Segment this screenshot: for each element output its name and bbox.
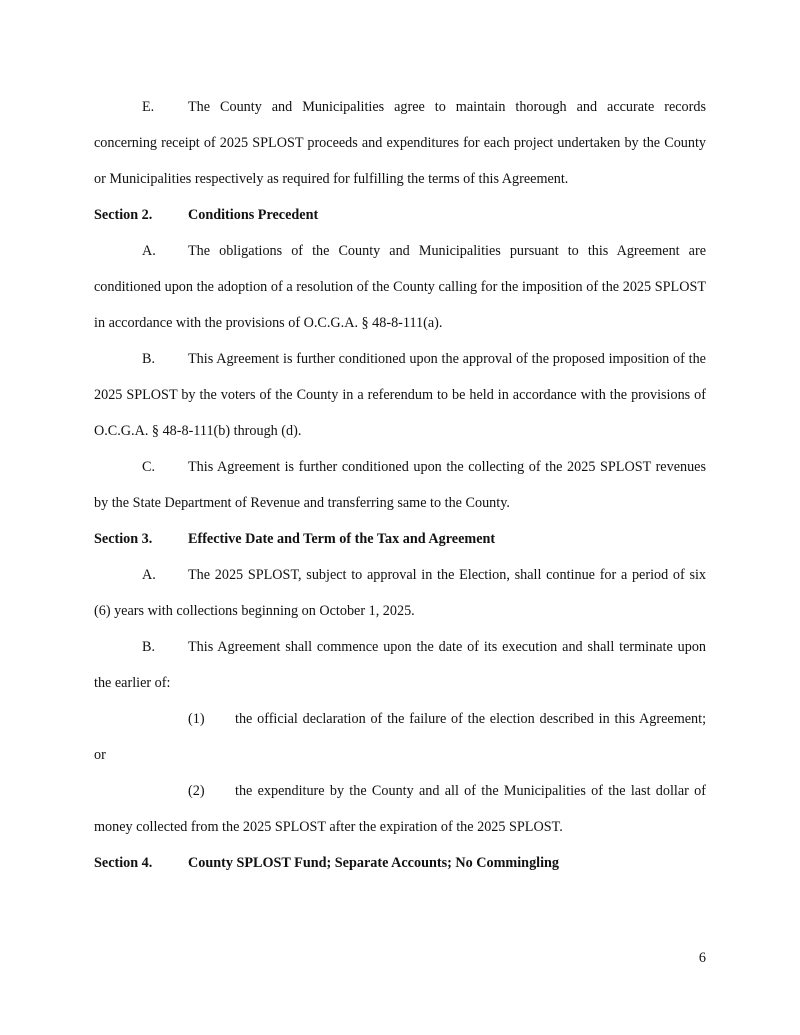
paragraph-e: E. The County and Municipalities agree to maintain thorough and accurate records concerning receipt of 2025 SPLOST proceeds and expenditures for each project undertaken by the County or Municipalities respectively as required for fulfilling the terms of this Agreement. bbox=[94, 89, 706, 197]
paragraph-label: A. bbox=[142, 243, 156, 259]
paragraph-2a: A. The obligations of the County and Municipalities pursuant to this Agreement are conditioned upon the adoption of a resolution of the County calling for the imposition of the 2025 SPLOST in accordance with the provisions of O.C.G.A. § 48-8-111(a). bbox=[94, 233, 706, 341]
paragraph-2c: C. This Agreement is further conditioned upon the collecting of the 2025 SPLOST revenues by the State Department of Revenue and transferring same to the County. bbox=[94, 449, 706, 521]
paragraph-label: (1) bbox=[188, 711, 205, 727]
paragraph-3b: B. This Agreement shall commence upon the date of its execution and shall terminate upon the earlier of: bbox=[94, 629, 706, 701]
section-title: Conditions Precedent bbox=[188, 207, 319, 223]
paragraph-2b: B. This Agreement is further conditioned upon the approval of the proposed imposition of the 2025 SPLOST by the voters of the County in a referendum to be held in accordance with the provisions of O.C.G.A. § 48-8-111(b) through (d). bbox=[94, 341, 706, 449]
page-number: 6 bbox=[698, 950, 706, 966]
paragraph-3b-1: (1) the official declaration of the failure of the election described in this Agreement; or bbox=[94, 701, 706, 773]
paragraph-label: C. bbox=[142, 459, 156, 475]
paragraph-3a: A. The 2025 SPLOST, subject to approval in the Election, shall continue for a period of six (6) years with collections beginning on October 1, 2025. bbox=[94, 557, 706, 629]
paragraph-label: E. bbox=[142, 99, 155, 115]
section-2-heading bbox=[94, 197, 706, 233]
paragraph-3b-2: (2) the expenditure by the County and all of the Municipalities of the last dollar of money collected from the 2025 SPLOST after the expiration of the 2025 SPLOST. bbox=[94, 773, 706, 845]
section-title: County SPLOST Fund; Separate Accounts; No Commingling bbox=[188, 855, 560, 871]
section-3-heading bbox=[94, 521, 706, 557]
paragraph-label: B. bbox=[142, 351, 156, 367]
section-number: Section 3. bbox=[94, 531, 153, 547]
section-title: Effective Date and Term of the Tax and Agreement bbox=[188, 531, 496, 547]
paragraph-label: (2) bbox=[188, 783, 205, 799]
document-page bbox=[94, 89, 706, 881]
paragraph-label: B. bbox=[142, 639, 156, 655]
section-number: Section 4. bbox=[94, 855, 153, 871]
section-4-heading bbox=[94, 845, 706, 881]
paragraph-label: A. bbox=[142, 567, 156, 583]
section-number: Section 2. bbox=[94, 207, 153, 223]
